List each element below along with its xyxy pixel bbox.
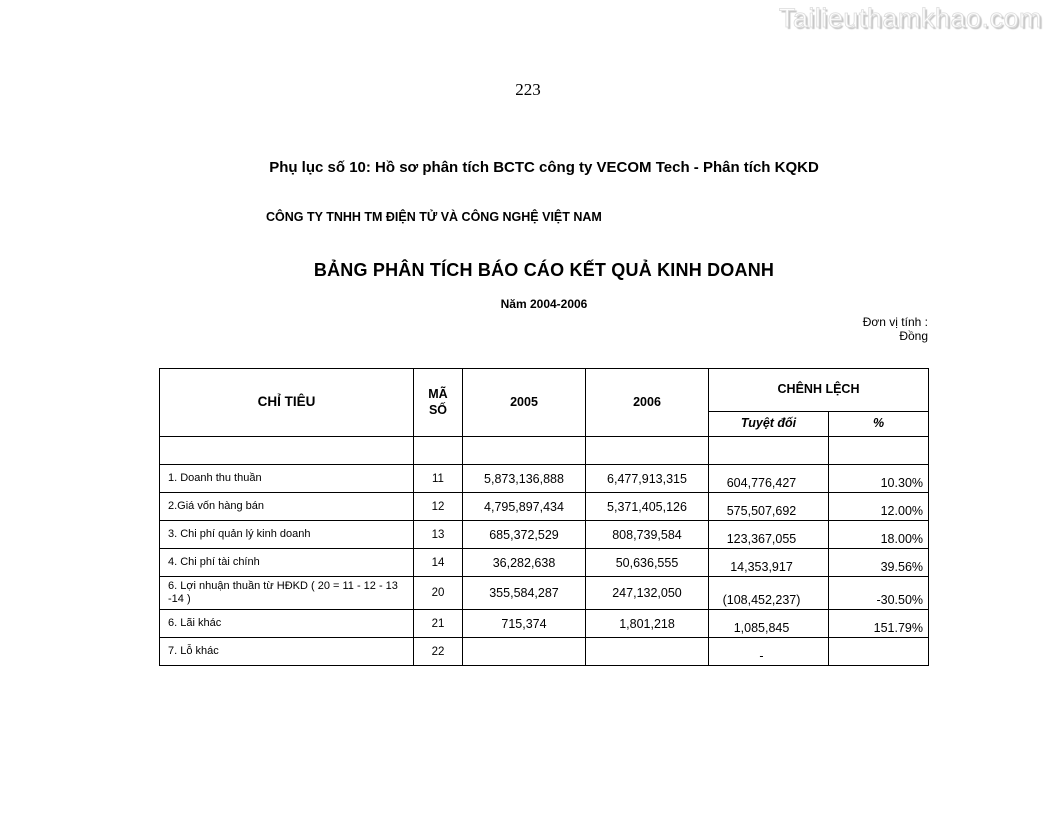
table-header-row-1 bbox=[160, 369, 929, 412]
percent-diff-cell: 39.56% bbox=[829, 549, 929, 577]
header-difference: CHÊNH LỆCH bbox=[709, 369, 929, 412]
company-name: CÔNG TY TNHH TM ĐIỆN TỬ VÀ CÔNG NGHỆ VIỆT NAM bbox=[266, 210, 602, 224]
code-cell: 21 bbox=[414, 610, 463, 638]
absolute-diff-cell: 14,353,917 bbox=[709, 549, 829, 577]
value-2006-cell: 808,739,584 bbox=[586, 521, 709, 549]
indicator-cell bbox=[160, 437, 414, 465]
table-row bbox=[160, 465, 929, 493]
table-row bbox=[160, 638, 929, 666]
value-2006-cell: 6,477,913,315 bbox=[586, 465, 709, 493]
percent-diff-cell: 151.79% bbox=[829, 610, 929, 638]
unit-label: Đơn vị tính : bbox=[862, 315, 928, 329]
report-period: Năm 2004-2006 bbox=[500, 297, 588, 311]
indicator-cell: 7. Lỗ khác bbox=[160, 638, 414, 666]
indicator-cell: 2.Giá vốn hàng bán bbox=[160, 493, 414, 521]
page-number: 223 bbox=[515, 80, 541, 99]
absolute-diff-cell bbox=[709, 437, 829, 465]
percent-diff-cell: 18.00% bbox=[829, 521, 929, 549]
code-cell: 22 bbox=[414, 638, 463, 666]
table-row bbox=[160, 493, 929, 521]
header-code: MÃ SỐ bbox=[414, 369, 463, 437]
value-2006-cell: 50,636,555 bbox=[586, 549, 709, 577]
appendix-title: Phụ lục số 10: Hồ sơ phân tích BCTC công ty VECOM Tech - Phân tích KQKD bbox=[269, 159, 819, 176]
absolute-diff-cell: - bbox=[709, 638, 829, 666]
header-2006: 2006 bbox=[586, 369, 709, 437]
value-2006-cell: 247,132,050 bbox=[586, 577, 709, 610]
value-2005-cell: 355,584,287 bbox=[463, 577, 586, 610]
header-absolute: Tuyệt đối bbox=[709, 412, 829, 437]
percent-diff-cell bbox=[829, 437, 929, 465]
value-2005-cell: 36,282,638 bbox=[463, 549, 586, 577]
indicator-cell: 1. Doanh thu thuần bbox=[160, 465, 414, 493]
value-2006-cell bbox=[586, 638, 709, 666]
table-row bbox=[160, 437, 929, 465]
income-statement-analysis-table bbox=[159, 368, 929, 666]
header-2005: 2005 bbox=[463, 369, 586, 437]
absolute-diff-cell: 123,367,055 bbox=[709, 521, 829, 549]
table-row bbox=[160, 577, 929, 610]
absolute-diff-cell: 575,507,692 bbox=[709, 493, 829, 521]
header-indicator: CHỈ TIÊU bbox=[160, 369, 414, 437]
code-cell: 13 bbox=[414, 521, 463, 549]
percent-diff-cell: -30.50% bbox=[829, 577, 929, 610]
percent-diff-cell: 12.00% bbox=[829, 493, 929, 521]
code-cell: 11 bbox=[414, 465, 463, 493]
unit-value: Đồng bbox=[899, 329, 928, 343]
value-2006-cell: 5,371,405,126 bbox=[586, 493, 709, 521]
table-row bbox=[160, 521, 929, 549]
code-cell: 12 bbox=[414, 493, 463, 521]
watermark: Tailieuthamkhao.com bbox=[778, 3, 1042, 33]
code-cell: 14 bbox=[414, 549, 463, 577]
percent-diff-cell bbox=[829, 638, 929, 666]
indicator-cell: 4. Chi phí tài chính bbox=[160, 549, 414, 577]
indicator-cell: 3. Chi phí quản lý kinh doanh bbox=[160, 521, 414, 549]
unit-block bbox=[160, 315, 928, 343]
report-title: BẢNG PHÂN TÍCH BÁO CÁO KẾT QUẢ KINH DOANH bbox=[313, 260, 775, 280]
value-2005-cell: 5,873,136,888 bbox=[463, 465, 586, 493]
value-2005-cell: 715,374 bbox=[463, 610, 586, 638]
value-2005-cell bbox=[463, 437, 586, 465]
value-2006-cell bbox=[586, 437, 709, 465]
absolute-diff-cell: (108,452,237) bbox=[709, 577, 829, 610]
code-cell: 20 bbox=[414, 577, 463, 610]
value-2005-cell bbox=[463, 638, 586, 666]
indicator-cell: 6. Lãi khác bbox=[160, 610, 414, 638]
table-row bbox=[160, 610, 929, 638]
table-row bbox=[160, 549, 929, 577]
indicator-cell: 6. Lợi nhuận thuần từ HĐKD ( 20 = 11 - 12 - 13 -14 ) bbox=[160, 577, 414, 610]
value-2005-cell: 4,795,897,434 bbox=[463, 493, 586, 521]
absolute-diff-cell: 1,085,845 bbox=[709, 610, 829, 638]
code-cell bbox=[414, 437, 463, 465]
absolute-diff-cell: 604,776,427 bbox=[709, 465, 829, 493]
value-2006-cell: 1,801,218 bbox=[586, 610, 709, 638]
percent-diff-cell: 10.30% bbox=[829, 465, 929, 493]
header-percent: % bbox=[829, 412, 929, 437]
value-2005-cell: 685,372,529 bbox=[463, 521, 586, 549]
